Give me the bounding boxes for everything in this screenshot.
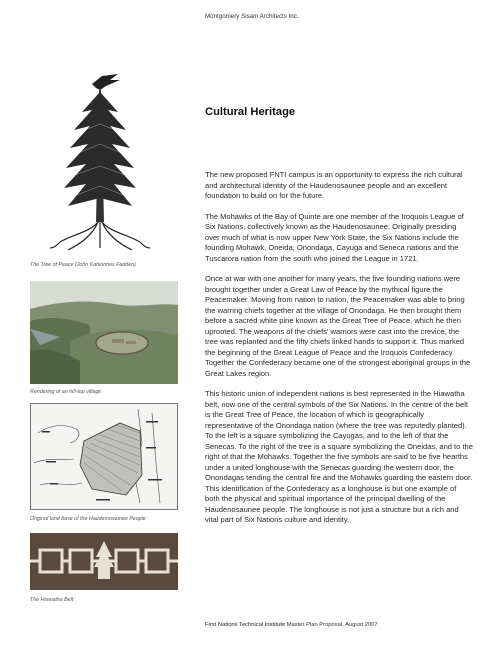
paragraph: This historic union of independent nations is best represented in the Hiawatha belt, now one of the central symbols of the Six Nations. In the centre of the belt is the Great Tree of Peace, the location of which is geographically representative of the Onondaga nation (where the tree was reputedly planted). To the left is a square symbolizing the Cayugas, and to the left of that the Senecas. To the right of the tree is a square symbolizing the Oneidas, and to the right of that the Mohawks. Together the five symbols are said to be five hearths under a united longhouse with the Senecas guarding the western door, the Onondagas tending the central fire and the Mohawks guarding the eastern door. This identification of the Confederacy as a longhouse is but one example of both the physical and spiritual importance of the principal dwelling of the Haudenosaunee people. The longhouse is not just a structure but a rich and vital part of Six Nations culture and identity.: [205, 389, 473, 524]
page-title: Cultural Heritage: [205, 106, 296, 118]
map-caption: Original land base of the Haudenosaunee People: [30, 516, 146, 522]
tree-of-peace-illustration: [30, 72, 170, 254]
paragraph: Once at war with one another for many years, the five founding nations were brought together under a Great Law of Peace by the mythical figure the Peacemaker. Moving from nation to nation, the Peacemaker was able to bring the warring chiefs together at the village of Onondaga. He then brought them before a sacred white pine known as the Great Tree of Peace, which he then uprooted. The weapons of the chiefs' warriors were cast into the crevice, the tree was replanted and the fifty chiefs linked hands to support it. Thus marked the beginning of the Great League of Peace and the Iroquois Confederacy. Together the Confederacy became one of the strongest aboriginal groups in the Great Lakes region.: [205, 274, 471, 378]
belt-caption: The Hiawatha Belt: [30, 597, 74, 603]
village-caption: Rendering of an hill-top village: [30, 389, 102, 395]
land-base-map: [30, 403, 178, 510]
paragraph: The new proposed FNTI campus is an opportunity to express the rich cultural and architectural identity of the Haudenosaunee people and an excellent foundation to build on for the future.: [205, 170, 463, 200]
hilltop-village-rendering: [30, 281, 178, 384]
paragraph: The Mohawks of the Bay of Quinte are one member of the Iroquois League of Six Nations, collectively known as the Haudenosaunee. Originally presiding over much of what is now upper New York State, the Six Nations include the founding Mohawk, Oneida, Onondaga, Cayuga and Seneca nations and the Tuscarora nation from the south who joined the League in 1721.: [205, 211, 464, 263]
page-header: Montgomery Sisam Architects Inc.: [205, 13, 299, 20]
hiawatha-belt-image: [30, 533, 178, 590]
footer-doc: Master Plan Proposal, August 2007: [286, 622, 378, 628]
page-footer: [205, 622, 378, 628]
tree-caption: The Tree of Peace (John Kahionhes Fadden): [30, 262, 136, 268]
body-text: [205, 170, 473, 536]
footer-org: First Nations Technical Institute: [205, 622, 286, 628]
